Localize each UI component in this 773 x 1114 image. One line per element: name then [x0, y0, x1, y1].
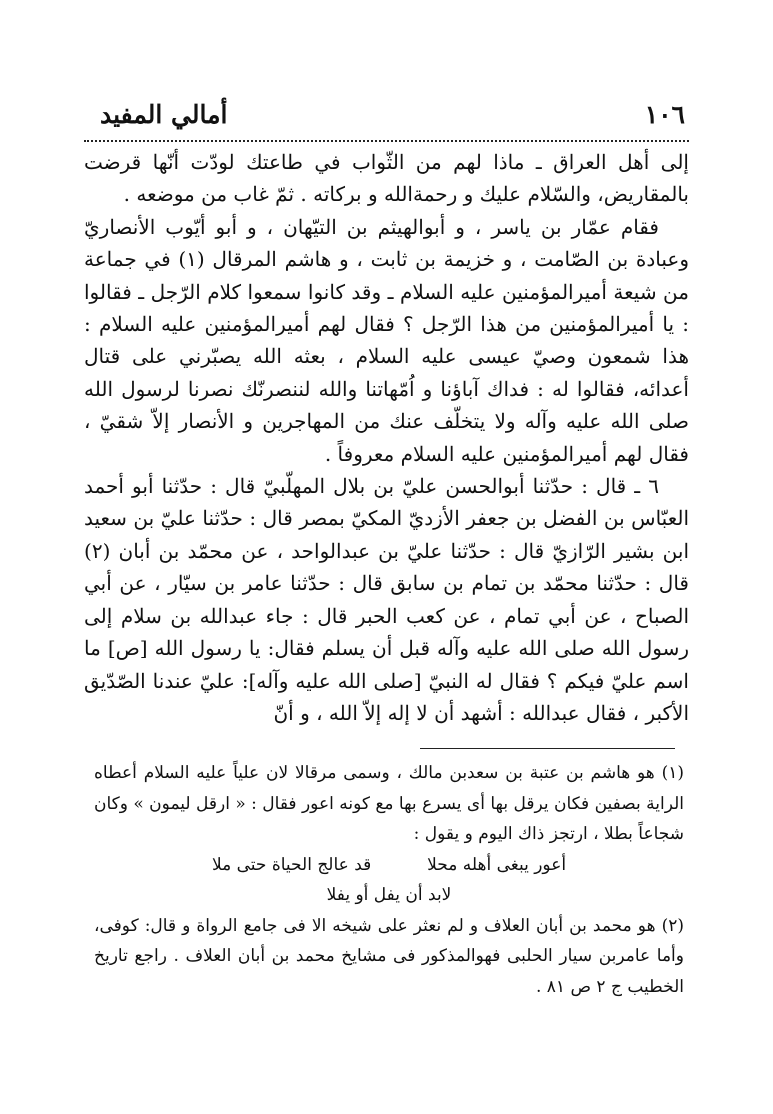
page-number: ١٠٦ [644, 100, 685, 129]
running-title: أمالي المفيد [100, 100, 228, 129]
verse-hemistich-1: أعور يبغى أهله محلا [427, 854, 567, 875]
verse-line-2: لابد أن يفل أو يفلا [326, 885, 452, 905]
footnote-1: (١) هو هاشم بن عتبة بن سعدبن مالك ، وسمى مرقالا لان علياً عليه السلام أعطاه الراية بصفين فكان يرقل بها أى يسرع بها مع كونه اعور فقال : « ارقل ليمون » وكان شجاعاً بطلا ، ارتجز ذاك اليوم و يقول : [94, 763, 684, 844]
header-divider [84, 140, 689, 142]
main-text [84, 146, 689, 729]
verse-line-1 [94, 850, 684, 881]
verse-hemistich-2: قد عالج الحياة حتى ملا [211, 854, 372, 875]
footnote-divider [420, 748, 675, 749]
paragraph-2: فقام عمّار بن ياسر ، و أبوالهيثم بن التيّهان ، و أبو أيّوب الأنصاريّ وعبادة بن الصّامت ، و خزيمة بن ثابت ، و هاشم المرقال (١) في جماعة من شيعة أميرالمؤمنين عليه السلام ـ وقد كانوا سمعوا كلام الرّجل ـ فقالوا : يا أميرالمؤمنين من هذا الرّجل ؟ فقال لهم أميرالمؤمنين عليه السلام : هذا شمعون وصيّ عيسى عليه السلام ، بعثه الله يصبّرني على قتال أعدائه، فقالوا له : فداك آباؤنا و اُمّهاتنا والله لننصرنّك نصرنا لرسول الله صلى الله عليه وآله ولا يتخلّف عنك من المهاجرين و الأنصار إلاّ شقيّ ، فقال لهم أميرالمؤمنين عليه السلام معروفاً . [84, 214, 689, 466]
paragraph-3: ٦ ـ قال : حدّثنا أبوالحسن عليّ بن بلال المهلّبيّ قال : حدّثنا أبو أحمد العبّاس بن الفضل بن جعفر الأزديّ المكيّ بمصر قال : حدّثنا عليّ بن سعيد ابن بشير الرّازيّ قال : حدّثنا عليّ بن عبدالواحد ، عن محمّد بن أبان (٢) قال : حدّثنا محمّد بن تمام بن سابق قال : حدّثنا عامر بن سيّار ، عن أبي الصباح ، عن أبي تمام ، عن كعب الحبر قال : جاء عبدالله بن سلام إلى رسول الله صلى الله عليه وآله قبل أن يسلم فقال: يا رسول الله [ص] ما اسم عليّ فيكم ؟ فقال له النبيّ [صلى الله عليه وآله]: عليّ عندنا الصّدّيق الأكبر ، فقال عبدالله : أشهد أن لا إله إلاّ الله ، و أنّ [84, 474, 689, 725]
footnote-2: (٢) هو محمد بن أبان العلاف و لم نعثر على شيخه الا فى جامع الرواة و قال: كوفى، وأما عامربن سيار الحلبى فهوالمذكور فى مشايخ محمد بن أبان العلاف . راجع تاريخ الخطيب ج ٢ ص ٨١ . [94, 915, 684, 997]
footnotes [94, 758, 684, 1002]
page-header [100, 96, 685, 136]
paragraph-1: إلى أهل العراق ـ ماذا لهم من الثّواب في طاعتك لودّت أنّها قرضت بالمقاريض، والسّلام عليك و رحمةالله و بركاته . ثمّ غاب من موضعه . [84, 150, 689, 207]
